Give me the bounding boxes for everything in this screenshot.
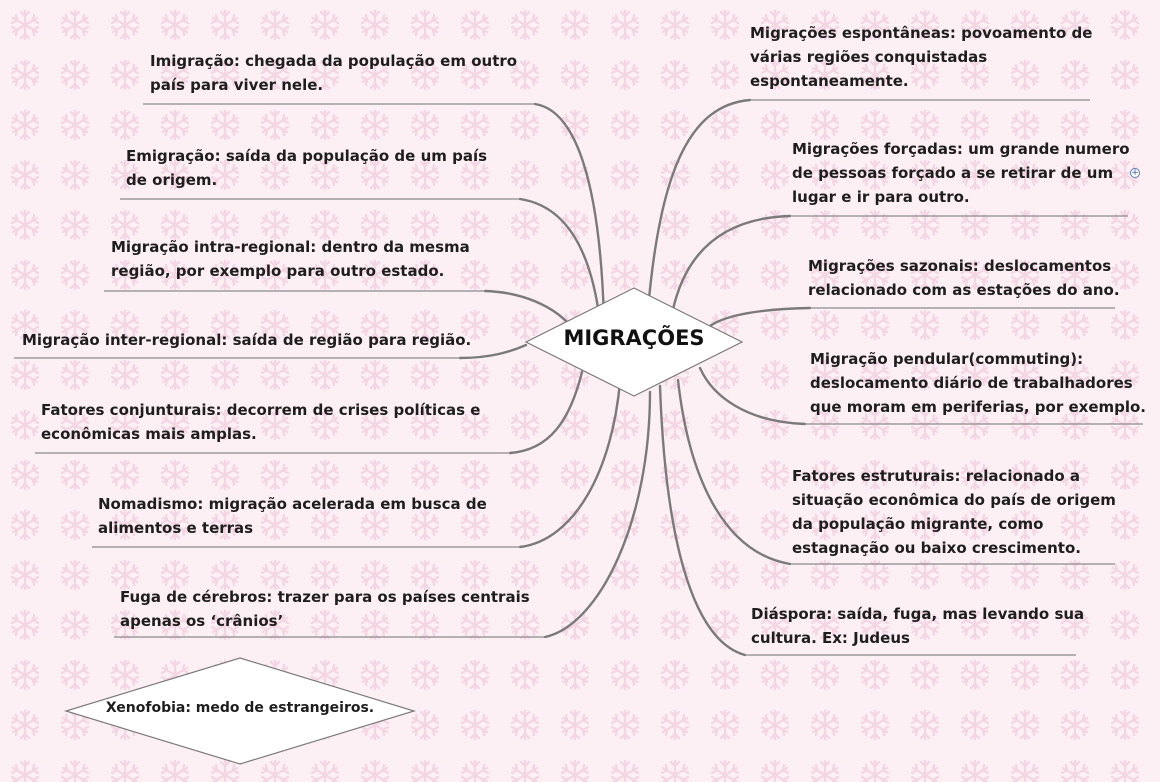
connector-cerebros — [545, 392, 650, 637]
topic-emigracao[interactable]: Emigração: saída da população de um país de origem. — [126, 147, 488, 189]
topic-nomadismo[interactable]: Nomadismo: migração acelerada em busca de alimentos e terras — [98, 495, 487, 537]
central-topic[interactable]: MIGRAÇÕES — [563, 326, 705, 350]
connector-diaspora — [660, 386, 745, 655]
connector-pendular — [700, 368, 805, 424]
topic-fatores-estruturais[interactable]: Fatores estruturais: relacionado a situação econômica do país de origem da população migrante, como estagnação ou baixo crescimento. — [792, 467, 1116, 557]
connector-conjunturais — [510, 372, 582, 453]
topic-migracao-intra-regional[interactable]: Migração intra-regional: dentro da mesma região, por exemplo para outro estado. — [111, 238, 470, 280]
connector-emigracao — [520, 199, 600, 322]
topic-migracoes-sazonais[interactable]: Migrações sazonais: deslocamentos relacionado com as estações do ano. — [808, 257, 1120, 299]
floating-topic-xenofobia[interactable]: Xenofobia: medo de estrangeiros. — [105, 700, 375, 716]
topic-migracao-pendular[interactable]: Migração pendular(commuting): deslocamento diário de trabalhadores que moram em periferias, por exemplo. — [810, 350, 1146, 416]
topic-diaspora[interactable]: Diáspora: saída, fuga, mas levando sua cultura. Ex: Judeus — [751, 605, 1085, 647]
connector-espontaneas — [648, 100, 750, 310]
topic-imigracao[interactable]: Imigração: chegada da população em outro país para viver nele. — [150, 52, 518, 94]
topic-fatores-conjunturais[interactable]: Fatores conjunturais: decorrem de crises políticas e econômicas mais amplas. — [41, 401, 481, 443]
topic-migracoes-forcadas[interactable]: Migrações forçadas: um grande numero de pessoas forçado a se retirar de um lugar e ir para outro. — [792, 140, 1130, 206]
connector-estruturais — [678, 380, 790, 564]
connector-forcadas — [672, 216, 790, 314]
topic-migracoes-espontaneas[interactable]: Migrações espontâneas: povoamento de várias regiões conquistadas espontaneamente. — [750, 24, 1093, 90]
topic-fuga-de-cerebros[interactable]: Fuga de cérebros: trazer para os países centrais apenas os ‘crânios’ — [120, 588, 530, 630]
topic-migracao-inter-regional[interactable]: Migração inter-regional: saída de região para região. — [22, 331, 472, 349]
expand-plus-icon[interactable]: + — [1131, 168, 1139, 178]
